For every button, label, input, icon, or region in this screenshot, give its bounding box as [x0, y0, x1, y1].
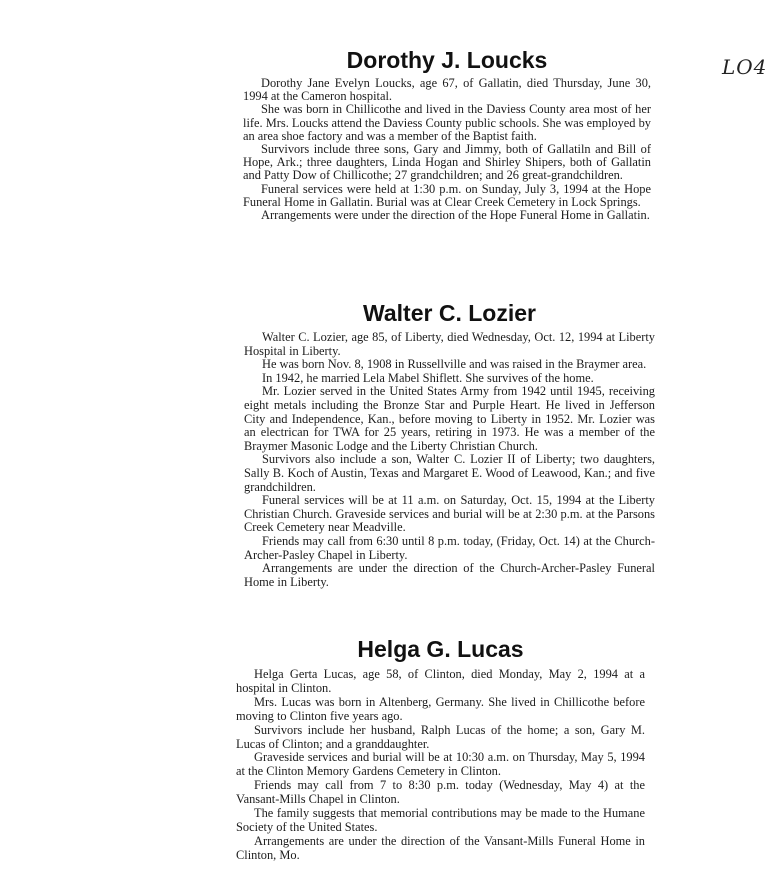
obituary-paragraph: Mr. Lozier served in the United States Army from 1942 until 1945, receiving eight metals including the Bronze Star and Purple Heart. He lived in Jefferson City and Independence, Kan., before moving to Liberty in 1952. Mr. Lozier was an electrican for TWA for 25 years, retiring in 1973. He was a member of the Braymer Masonic Lodge and the Liberty Christian Church. — [244, 384, 655, 453]
obituary-paragraph: Helga Gerta Lucas, age 58, of Clinton, died Monday, May 2, 1994 at a hospital in Clinton. — [236, 667, 645, 695]
obituary-paragraph: Arrangements are under the direction of the Church-Archer-Pasley Funeral Home in Liberty. — [244, 561, 655, 589]
page-marker: LO4 — [722, 55, 767, 79]
obituary-paragraph: He was born Nov. 8, 1908 in Russellville and was raised in the Braymer area. — [262, 357, 647, 372]
obituary-name: Helga G. Lucas — [357, 636, 524, 662]
obituary-paragraph: Walter C. Lozier, age 85, of Liberty, died Wednesday, Oct. 12, 1994 at Liberty Hospital in Liberty. — [244, 330, 655, 358]
obituary-walter-lozier — [244, 300, 655, 589]
obituary-paragraph: Survivors include three sons, Gary and Jimmy, both of Gallatiln and Bill of Hope, Ark.; three daughters, Linda Hogan and Shirley Shipers, both of Gallatin and Patty Dow of Chillicothe; 27 grandchildren; and 26 great-grandchildren. — [243, 142, 651, 183]
obituary-helga-lucas — [236, 636, 645, 863]
obituary-paragraph: Graveside services and burial will be at 10:30 a.m. on Thursday, May 5, 1994 at the Clinton Memory Gardens Cemetery in Clinton. — [236, 750, 645, 779]
obituary-paragraph: Dorothy Jane Evelyn Loucks, age 67, of Gallatin, died Thursday, June 30, 1994 at the Cameron hospital. — [243, 76, 651, 104]
obituary-paragraph: The family suggests that memorial contributions may be made to the Humane Society of the United States. — [236, 806, 645, 834]
obituary-paragraph: Mrs. Lucas was born in Altenberg, Germany. She lived in Chillicothe before moving to Clinton five years ago. — [236, 694, 645, 723]
obituary-paragraph: Survivors include her husband, Ralph Lucas of the home; a son, Gary M. Lucas of Clinton; and a granddaughter. — [236, 722, 645, 751]
obituary-paragraph: Funeral services were held at 1:30 p.m. on Sunday, July 3, 1994 at the Hope Funeral Home in Gallatin. Burial was at Clear Creek Cemetery in Lock Springs. — [243, 181, 651, 209]
obituary-paragraph: Funeral services will be at 11 a.m. on Saturday, Oct. 15, 1994 at the Liberty Christian Church. Graveside services and burial will be at 2:30 p.m. at the Parsons Creek Cemetery near Meadville. — [244, 493, 655, 535]
obituary-dorothy-loucks — [243, 47, 651, 222]
obituary-name: Dorothy J. Loucks — [346, 47, 548, 73]
obituary-paragraph: Friends may call from 7 to 8:30 p.m. today (Wednesday, May 4) at the Vansant-Mills Chapel in Clinton. — [236, 778, 645, 807]
obituary-paragraph: In 1942, he married Lela Mabel Shiflett. She survives of the home. — [262, 370, 594, 385]
obituary-paragraph: Arrangements are under the direction of the Vansant-Mills Funeral Home in Clinton, Mo. — [236, 833, 645, 862]
obituary-paragraph: Survivors also include a son, Walter C. Lozier II of Liberty; two daughters, Sally B. Koch of Austin, Texas and Margaret E. Wood of Leawood, Kan.; and five grandchildren. — [244, 452, 655, 494]
obituary-name: Walter C. Lozier — [363, 300, 536, 326]
obituary-paragraph: Friends may call from 6:30 until 8 p.m. today, (Friday, Oct. 14) at the Church-Archer-Pasley Chapel in Liberty. — [244, 533, 655, 562]
obituary-paragraph: She was born in Chillicothe and lived in the Daviess County area most of her life. Mrs. Loucks attend the Daviess County public schools. She was employed by an area shoe factory and was a member of the Baptist faith. — [243, 102, 651, 143]
obituary-paragraph: Arrangements were under the direction of the Hope Funeral Home in Gallatin. — [261, 208, 650, 223]
